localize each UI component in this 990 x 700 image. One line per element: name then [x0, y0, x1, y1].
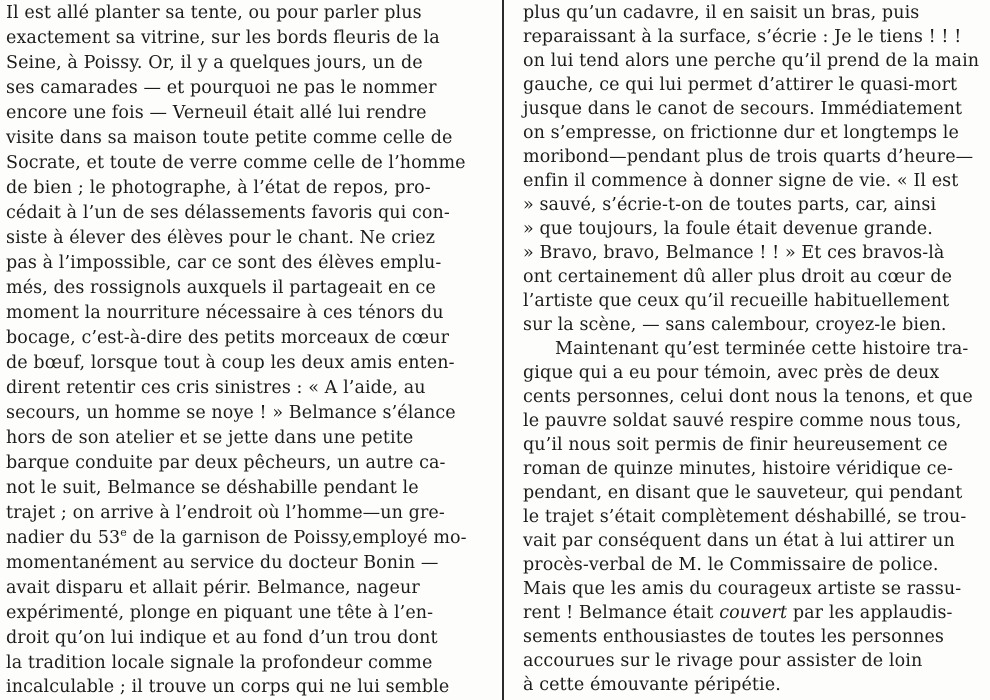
text-line: Il est allé planter sa tente, ou pour parler plus [6, 3, 422, 23]
text-line: encore une fois — Verneuil était allé lui rendre [6, 103, 427, 123]
text-line: qu’il nous soit permis de finir heureusement ce [523, 435, 948, 455]
text-line: » sauvé, s’écrie-t-on de toutes parts, car, ainsi [523, 195, 937, 215]
text-line: Socrate, et toute de verre comme celle de l’homme [6, 153, 466, 173]
text-line: de bien ; le photographe, à l’état de repos, pro- [6, 178, 431, 198]
text-line: roman de quinze minutes, histoire véridique ce- [523, 459, 954, 479]
text-line: pendant, en disant que le sauveteur, qui pendant [523, 483, 963, 503]
text-run: de la garnison de Poissy,employé mo- [126, 528, 467, 548]
text-line: on lui tend alors une perche qu’il prend de la main [523, 51, 980, 71]
text-line: moment la nourriture nécessaire à ces ténors du [6, 303, 444, 323]
text-line: bocage, c’est-à-dire des petits morceaux de cœur [6, 328, 450, 348]
text-line: sur la scène, — sans calembour, croyez-le bien. [523, 315, 947, 335]
text-line: le trajet s’était complètement déshabillé, se trou- [523, 507, 967, 527]
text-line: accourues sur le rivage pour assister de loin [523, 651, 923, 671]
text-line: ses camarades — et pourquoi ne pas le nommer [6, 78, 437, 98]
text-line [0, 525, 498, 551]
text-line: momentanément au service du docteur Bonin — [6, 553, 439, 573]
text-line: l’artiste que ceux qu’il recueille habituellement [523, 291, 950, 311]
text-line: avait disparu et allait périr. Belmance, nageur [6, 578, 420, 598]
text-line: gauche, ce qui lui permet d’attirer le quasi-mort [523, 75, 958, 95]
text-line: ont certainement dû aller plus droit au cœur de [523, 267, 953, 287]
text-line: Seine, à Poissy. Or, il y a quelques jours, un de [6, 53, 423, 73]
text-line: barque conduite par deux pêcheurs, un autre ca- [6, 453, 446, 473]
text-line: secours, un homme se noye ! » Belmance s’élance [6, 403, 456, 423]
text-line: visite dans sa maison toute petite comme celle de [6, 128, 453, 148]
italic-word: couvert [719, 603, 788, 623]
text-line: enfin il commence à donner signe de vie. « Il est [523, 171, 959, 191]
text-run: nadier du 53 [6, 528, 121, 548]
text-line [511, 600, 990, 626]
text-line: incalculable ; il trouve un corps qui ne lui semble [6, 677, 450, 697]
text-line: droit qu’on lui indique et au fond d’un trou dont [6, 628, 438, 648]
text-line: més, des rossignols auxquels il partageait en ce [6, 278, 436, 298]
column-rule [502, 0, 504, 700]
text-line: le pauvre soldat sauvé respire comme nous tous, [523, 411, 962, 431]
text-line: » Bravo, bravo, Belmance ! ! » Et ces bravos-là [523, 243, 945, 263]
text-run: par les applaudis- [787, 603, 953, 623]
text-line: pas à l’impossible, car ce sont des élèves emplu- [6, 253, 442, 273]
text-line: siste à élever des élèves pour le chant. Ne criez [6, 228, 436, 248]
text-line: » que toujours, la foule était devenue grande. [523, 219, 933, 239]
text-line: cédait à l’un de ses délassements favoris qui con- [6, 203, 450, 223]
text-line: trajet ; on arrive à l’endroit où l’homme—un gre- [6, 503, 445, 523]
text-line: hors de son atelier et se jette dans une petite [6, 428, 414, 448]
text-line: de bœuf, lorsque tout à coup les deux amis enten- [6, 353, 455, 373]
text-line: Mais que les amis du courageux artiste se rassu- [523, 579, 962, 599]
text-line: cents personnes, celui dont nous la tenons, et que [523, 387, 973, 407]
text-line: sements enthousiastes de toutes les personnes [523, 627, 945, 647]
text-line: expérimenté, plonge en piquant une tête à l’en- [6, 603, 434, 623]
right-column [511, 0, 990, 700]
text-line: jusque dans le canot de secours. Immédiatement [523, 99, 963, 119]
text-line: vait par conséquent dans un état à lui attirer un [523, 531, 955, 551]
text-line: moribond—pendant plus de trois quarts d’heure— [523, 147, 974, 167]
text-line: dirent retentir ces cris sinistres : « A l’aide, au [6, 378, 426, 398]
text-line: reparaissant à la surface, s’écrie : Je le tiens ! ! ! [523, 27, 962, 47]
ordinal-superscript: e [120, 526, 127, 540]
text-line: not le suit, Belmance se déshabille pendant le [6, 478, 419, 498]
text-line: on s’empresse, on frictionne dur et longtemps le [523, 123, 959, 143]
text-line: exactement sa vitrine, sur les bords fleuris de la [6, 28, 440, 48]
text-run: rent ! Belmance était [523, 603, 720, 623]
text-line: gique qui a eu pour témoin, avec près de deux [523, 363, 940, 383]
text-line: plus qu’un cadavre, il en saisit un bras, puis [523, 3, 920, 23]
text-line: la tradition locale signale la profondeur comme [6, 653, 433, 673]
text-line: procès-verbal de M. le Commissaire de police. [523, 555, 939, 575]
text-line: Maintenant qu’est terminée cette histoire tra- [555, 339, 969, 359]
text-line: à cette émouvante péripétie. [523, 675, 781, 695]
